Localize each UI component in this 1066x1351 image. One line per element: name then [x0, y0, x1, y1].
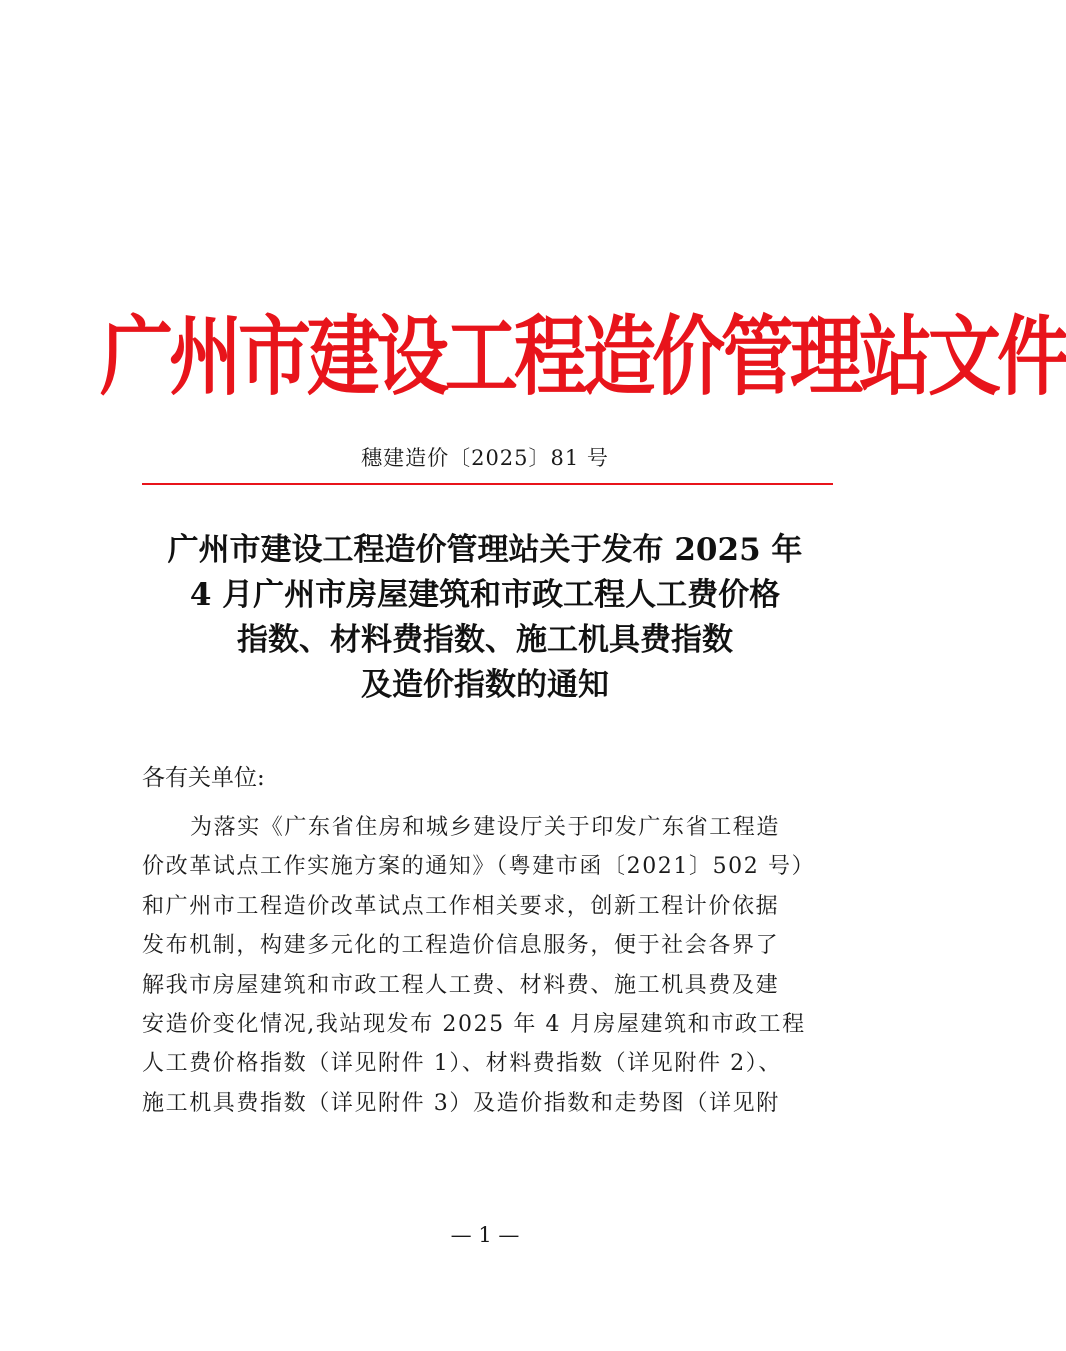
masthead-title: 广州市建设工程造价管理站文件 — [100, 307, 1066, 408]
body-line: 价改革试点工作实施方案的通知》（粤建市函〔2021〕502 号） — [142, 854, 816, 880]
body-line: 和广州市工程造价改革试点工作相关要求，创新工程计价依据 — [142, 893, 780, 919]
title-line: 4 月广州市房屋建筑和市政工程人工费价格 — [189, 577, 781, 613]
body-text — [142, 808, 842, 1123]
body-line: 施工机具费指数（详见附件 3）及造价指数和走势图（详见附 — [142, 1090, 780, 1116]
body-line: 解我市房屋建筑和市政工程人工费、材料费、施工机具费及建 — [142, 972, 780, 998]
title-line: 及造价指数的通知 — [361, 667, 609, 703]
salutation: 各有关单位: — [142, 765, 265, 791]
body-line: 发布机制，构建多元化的工程造价信息服务，便于社会各界了 — [142, 933, 780, 959]
title-line: 指数、材料费指数、施工机具费指数 — [237, 622, 733, 658]
body-line: 安造价变化情况,我站现发布 2025 年 4 月房屋建筑和市政工程 — [142, 1011, 806, 1037]
document-title — [100, 528, 870, 708]
title-line: 广州市建设工程造价管理站关于发布 2025 年 — [167, 532, 803, 568]
red-divider — [142, 483, 833, 485]
body-line: 为落实《广东省住房和城乡建设厅关于印发广东省工程造 — [190, 815, 781, 840]
page-number: — 1 — — [450, 1223, 520, 1247]
document-number: 穗建造价〔2025〕81 号 — [361, 446, 609, 470]
body-line: 人工费价格指数（详见附件 1）、材料费指数（详见附件 2）、 — [142, 1051, 782, 1077]
